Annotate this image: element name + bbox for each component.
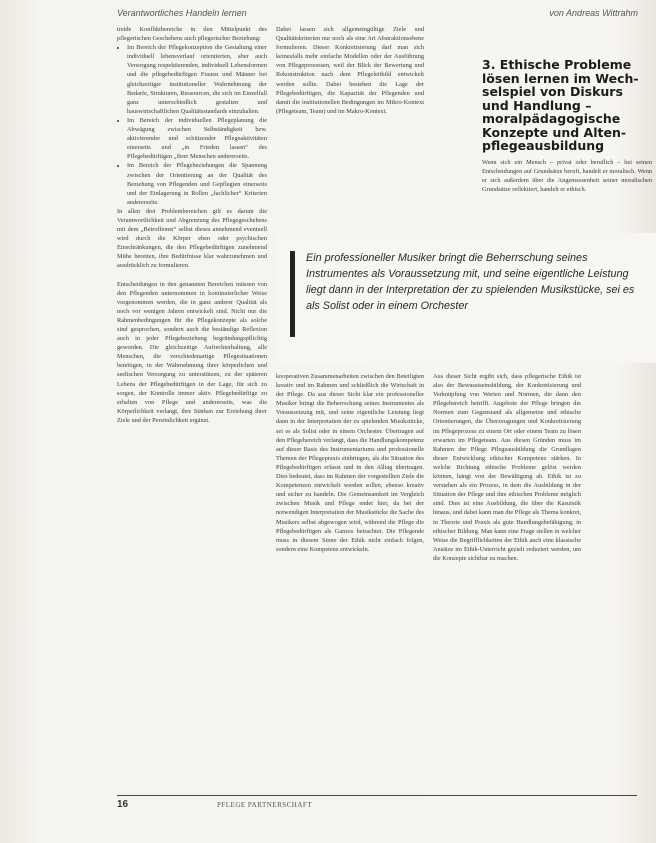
bullet-item: • Im Bereich der Pflegekonzeption die Gestaltung einer individuell lebensverlauf orientierten, aber auch Versorgung respektierenden, individuell Lebensformen und die pflegebedürftigen Frauen und Männer bei gleichzeitiger institutioneller Wahrnehmung der Bedarfe, Strukturen, Ressourcen, die sich im Einzelfall ganz unterschiedlich gestalten und hauswirtschaftlichen Qualitätsstandards einzuhalten. [127,43,267,116]
text-column-3 [276,372,424,772]
bullet-item: • Im Bereich der Pflegebeziehungen die Spannung zwischen der Orientierung an der Qualität des Beziehung von Pflegenden und Gepflegten einerseits und der Einlagerung in Rollen „fachlicher“ Kriterien andererseits. [127,161,267,206]
column1-paragraph: In allen drei Problembereichen gilt es darum die Verantwortlichkeit und Abgrenzung des Pflegegeschehens mit dem „Betroffenen“ selbst dieses annehmend eventuell wird durch die Körper eben oder psychischen Einschränkungen, die den Pflegebedürftigen zunehmend Mühe bereiten, ihre Bedürfnisse klar wahrzunehmen und ausdrücklich zu formulieren. [117,207,267,270]
heading-line: und Handlung – [482,97,592,113]
text-column-5 [482,158,652,220]
page-footer [117,799,637,813]
column5-paragraph: Wenn sich ein Mensch – privat oder beruflich – bei seinen Entscheidungen auf Grundsätze beruft, handelt er moralisch. Wenn er sich außerdem über die Angemessenheit seiner moralischen Grundsätze reflektiert, handelt er ethisch. [482,159,652,194]
heading-line: lösen lernen im Wech- [482,70,639,86]
page-number: 16 [117,799,129,810]
text-column-4 [433,372,581,772]
quote-bar [290,251,295,337]
section-heading [482,58,654,153]
column1-paragraph: Entscheidungen in den genannten Bereichen müssen von den Pflegenden unternommen in kontinuierlicher Weise vorgenommen werden, die in ganz anderer Qualität als noch vor wenigen Jahren entwickelt sind. Nicht nur die Rahmenbedingungen für die Pflegekonzepte als solche sind gesprochen, sondern auch die beständige Reflexion auch in jeder Pflegebeziehung begründungspflichtig geworden. Die gleichzeitige Aufrechterhaltung, alle Menschen, die verschiedenartige Pflegesituationen benötigen, in der Wahrnehmung ihrer körperlichen und seelischen Versorgung zu unterstützen, zu der späteren Lebens der Pflegebedürftigen in der Lage, für sich zu sorgen, der Kontrolle immer aktiv. Pflegebedürftige zu erhalten von Pflege und andererseits, was die Körperlichkeit verlangt, ihre Stärken zur Erziehung ihrer Ziele und der Persönlichkeit ergänzt. [117,280,267,424]
pull-quote [276,233,656,363]
running-header-right: von Andreas Wittrahm [549,8,638,18]
bullet-item: • Im Bereich der individuellen Pflegeplanung die Abwägung zwischen Selbständigkeit bzw. aktivierender und schützender Pflegeaktivitäten einerseits und „in Frieden lassen“ des Pflegebedürftigen „ihrer Menschen andererseits. [127,116,267,161]
column3-paragraph: kooperativen Zusammenarbeiten zwischen den Beteiligten kreativ und im Rahmen und schließlich die Wirtschaft in der Pflege. Da aus dieser Sicht klar ein professioneller Musiker bringt die Beherrschung seines Instrumentes als Voraussetzung mit, und seine eigentliche Leistung liegt dann in der Interpretation der zu spielenden Musikstücke, sei es als Solist oder in einem Orchester. Übertragen auf den Pflegebereich verlangt, dass die Handlungskompetenz auf dieser Basis des Instrumentariums und professionelle Themen der Pflegepraxis einbringen, als die Situation des Pflegebedürftigen erfasst und in den Alltag übertragen. Dies bedeutet, dass im Rahmen der vorgestellten Ziele die Kompetenzen entwickelt werden sollen, ebenso kreativ und sicher zu handeln. Die Gemeinsamkeit im Vergleich zwischen Musik und Pflege endet hier, da bei der notwendigen Interpretation der Musikstücke die Sache des Musikers selbst abgewogen wird, während die Pflege die Pflegebedürftigen als Ganzes betrachtet. Die Pflegende muss in diesem Sinne der Ethik nicht einfach folgen, sondern eine Kompetenz entwickeln. [276,373,424,553]
conflict-bullet-list [117,43,267,207]
column4-paragraph: Aus dieser Sicht ergibt sich, dass pflegerische Ethik ist also der Bewusstseinsbildung, der Konkretisierung und Verknüpfung von Werten und Normen, die dann den Pflegebereich betrifft. Angebote der Pflege bringen die Normen zum Gegenstand als allgemeine und ethische Orientierungen, die Überzeugungen und Konkretisierung im Pflegeprozess zu einem Ort oder einem Team zu lösen erwarten im Pflegeteam. Aus diesen Gründen muss im Rahmen der Pflege Pflegeausbildung die Grundlagen dieser Entwicklung ethischer Kompetenz stärken. In welche Richtung ethische Probleme gelöst werden können, hängt von der Bewältigung ab. Ethik ist zu verstehen als ein Prozess, in dem die Ausbildung in der Situation der Pflege und ihre ethischen Probleme möglich sind. Dies ist eine Ausbildung, die über die Kasuistik hinaus, und dabei kann man die Pflege als Thema konkret, in Theorie und Praxis als gute Handlungsbefähigung, in ethischer Bildung. Man kann eine Frage stellen in welcher Weise die Begrifflichkeiten der Ethik auch eine klassische Ansätze im Ethik-Unterricht gezielt reduziert werden, um die Konzepte sichtbar zu machen. [433,373,581,562]
heading-line: moralpädagogische [482,111,621,126]
column1-intro: treide Konfliktbereiche in den Mittelpunkt des pflegerischen Geschehens auch pflegerischer Beziehung: [117,26,267,43]
heading-line: pflegeausbildung [482,138,605,153]
running-header-left: Verantwortliches Handeln lernen [117,8,247,18]
text-column-2 [276,25,424,233]
heading-line: 3. Ethische Probleme [482,57,632,72]
footer-rule [117,795,637,796]
column2-paragraph: Dabei lassen sich allgemeingültige Ziele und Qualitätskriterien nur noch als eine Art Abstraktionsebene formulieren. Dieser Konkretisierung darf man sich keinesfalls mehr einfache Modellen oder der Ausführung von Pflegeprozessen, weil der Blick der Bewertung und Rekonstruktion nach dem Pflegeleitbild entwickelt werden sollte. Dabei bestehen die Lage der Pflegebedürftigen, die Kapazität der Pflegenden und damit die institutionellen Bedingungen im Mikro-Kontext (Pflegeteam, Team) und im Makro-Kontext. [276,26,424,115]
heading-line: selspiel von Diskurs [482,84,623,99]
text-column-1 [117,25,267,775]
heading-line: Konzepte und Alten- [482,124,627,140]
magazine-name: PFLEGE PARTNERSCHAFT [217,801,313,809]
pull-quote-text: Ein professioneller Musiker bringt die Beherrschung seines Instrumentes als Voraussetzung mit, und seine eigentliche Leistung liegt dann in der Interpretation der zu spielenden Musikstücke, sei es als Solist oder in einem Orchester [306,252,635,312]
